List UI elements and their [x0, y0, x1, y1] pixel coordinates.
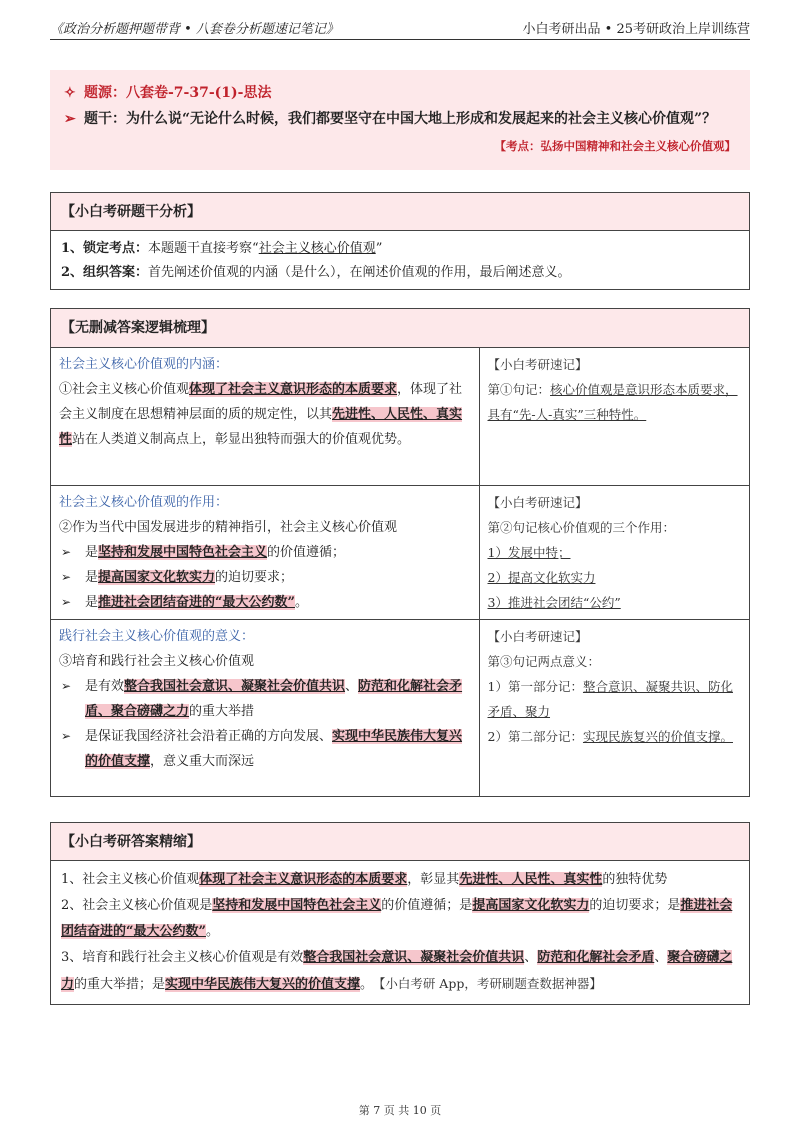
header-brand: 小白考研出品 • 25考研政治上岸训练营: [522, 22, 750, 37]
question-box: [50, 70, 750, 170]
refined-point-1: 1、社会主义核心价值观体现了社会主义意识形态的本质要求，彰显其先进性、人民性、真实性的独特优势: [61, 872, 668, 887]
logic-row-significance: 践行社会主义核心价值观的意义： ③培育和践行社会主义核心价值观 ➢ 是有效整合我国社会意识、凝聚社会价值共识、防范和化解社会矛盾、聚合磅礴之力的重大举措 ➢ 是保证我国经济社会沿着正确的方向发展、实现中华民族伟大复兴的价值支撑，意义重大而深远 【小白考研速记】 第③句记两点意义： 1）第一部分记：整合意识、凝聚共识、防化矛盾、聚力 2）第二部分记：实现民族复兴的价值支撑。: [51, 620, 749, 796]
refined-point-2: 2、社会主义核心价值观是坚持和发展中国特色社会主义的价值遵循；是提高国家文化软实力的迫切要求；是推进社会团结奋进的“最大公约数”。: [61, 898, 733, 939]
analysis-line-1: 1、锁定考点：本题题干直接考察“社会主义核心价值观”: [61, 241, 383, 256]
refined-title: 【小白考研答案精缩】: [51, 823, 749, 861]
logic-table: [51, 347, 749, 796]
refined-section: [50, 822, 750, 1005]
refined-point-3: 3、培育和践行社会主义核心价值观是有效整合我国社会意识、凝聚社会价值共识、防范和化解社会矛盾、聚合磅礴之力的重大举措；是实现中华民族伟大复兴的价值支撑。 【小白考研 App，考研刷题查数据神器】: [61, 950, 733, 992]
question-stem: ➢ 题干：为什么说“无论什么时候，我们都要坚守在中国大地上形成和发展起来的社会主义核心价值观”？: [64, 106, 736, 132]
diamond-icon: ✧: [64, 85, 76, 101]
question-tag: 【考点：弘扬中国精神和社会主义核心价值观】: [494, 139, 736, 153]
logic-row-function: 社会主义核心价值观的作用： ②作为当代中国发展进步的精神指引，社会主义核心价值观 ➢ 是坚持和发展中国特色社会主义的价值遵循； ➢ 是提高国家文化软实力的迫切要求； ➢ 是推进社会团结奋进的“最大公约数”。 【小白考研速记】 第②句记核心价值观的三个作用： 1）发展中特； 2）提高文化软实力 3）推进社会团结“公约”: [51, 486, 749, 620]
question-source: ✧ 题源：八套卷-7-37-(1)-思法: [64, 80, 736, 106]
logic-title: 【无删减答案逻辑梳理】: [51, 309, 749, 347]
app-ad: 【小白考研 App，考研刷题查数据神器】: [379, 976, 602, 991]
analysis-line-2: 2、组织答案：首先阐述价值观的内涵（是什么），在阐述价值观的作用，最后阐述意义。: [61, 265, 571, 280]
logic-row-meaning: 社会主义核心价值观的内涵： ①社会主义核心价值观体现了社会主义意识形态的本质要求，体现了社会主义制度在思想精神层面的质的规定性，以其先进性、人民性、真实性站在人类道义制高点上，彰显出独特而强大的价值观优势。 【小白考研速记】 第①句记：核心价值观是意识形态本质要求，具有“先-人-真实”三种特性。: [51, 348, 749, 486]
arrow-bullet-icon: ➢: [64, 111, 76, 127]
logic-section: [50, 308, 750, 797]
header-title: 《政治分析题押题带背 • 八套卷分析题速记笔记》: [50, 22, 339, 37]
page-header: [50, 14, 750, 40]
analysis-section: [50, 192, 750, 290]
page-number: 第 7 页 共 10 页: [358, 1104, 442, 1117]
analysis-title: 【小白考研题干分析】: [51, 193, 749, 231]
